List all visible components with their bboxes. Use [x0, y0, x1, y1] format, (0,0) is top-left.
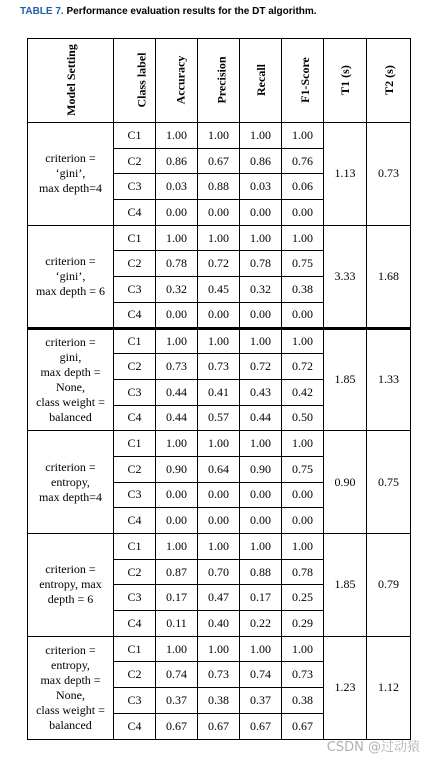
precision-cell: 0.88 [198, 174, 240, 200]
model-setting-line: criterion = [45, 334, 96, 349]
precision-cell: 1.00 [198, 225, 240, 251]
model-setting-line: gini, [59, 349, 82, 364]
recall-cell: 1.00 [240, 534, 282, 560]
model-setting-line: criterion = [45, 253, 96, 268]
t2-time-cell: 0.75 [367, 431, 411, 534]
class-label-cell: C4 [114, 508, 156, 534]
header-accuracy [156, 39, 198, 123]
class-label-cell: C3 [114, 482, 156, 508]
precision-cell: 0.00 [198, 200, 240, 226]
precision-cell: 0.73 [198, 354, 240, 380]
f1-score-cell: 0.00 [282, 200, 324, 226]
header-label: F1-Score [297, 57, 312, 103]
accuracy-cell: 0.74 [156, 662, 198, 688]
header-f1-score [282, 39, 324, 123]
model-setting-line: balanced [49, 409, 92, 424]
precision-cell: 0.72 [198, 251, 240, 277]
table-row [28, 123, 411, 149]
precision-cell: 0.45 [198, 277, 240, 303]
precision-cell: 1.00 [198, 328, 240, 354]
f1-score-cell: 0.06 [282, 174, 324, 200]
model-setting-line: balanced [49, 717, 92, 732]
model-setting-line: max depth = [40, 364, 101, 379]
model-setting-line: max depth=4 [38, 489, 103, 504]
header-class-label [114, 39, 156, 123]
t1-time-cell: 3.33 [324, 225, 367, 328]
setting-group [28, 431, 411, 534]
f1-score-cell: 0.50 [282, 405, 324, 431]
model-setting-cell [28, 225, 114, 328]
class-label-cell: C4 [114, 611, 156, 637]
class-label-cell: C3 [114, 688, 156, 714]
class-label-cell: C3 [114, 585, 156, 611]
model-setting-line: criterion = [45, 151, 96, 166]
header-label: Model Setting [63, 44, 78, 116]
accuracy-cell: 0.78 [156, 251, 198, 277]
header-label: Precision [214, 56, 229, 104]
table-row [28, 431, 411, 457]
f1-score-cell: 0.75 [282, 456, 324, 482]
header-model-setting [28, 39, 114, 123]
f1-score-cell: 0.73 [282, 662, 324, 688]
header-label: T1 (s) [337, 65, 352, 95]
precision-cell: 0.73 [198, 662, 240, 688]
accuracy-cell: 1.00 [156, 123, 198, 149]
model-setting-line: max depth = 6 [35, 283, 106, 298]
model-setting-line: criterion = [45, 459, 96, 474]
recall-cell: 1.00 [240, 328, 282, 354]
f1-score-cell: 1.00 [282, 328, 324, 354]
precision-cell: 0.47 [198, 585, 240, 611]
f1-score-cell: 1.00 [282, 123, 324, 149]
class-label-cell: C4 [114, 200, 156, 226]
class-label-cell: C1 [114, 431, 156, 457]
model-setting-line: max depth=4 [38, 181, 103, 196]
header-t2 [367, 39, 411, 123]
f1-score-cell: 1.00 [282, 636, 324, 662]
accuracy-cell: 1.00 [156, 431, 198, 457]
class-label-cell: C1 [114, 225, 156, 251]
model-setting-line: entropy, [51, 474, 90, 489]
class-label-cell: C3 [114, 379, 156, 405]
model-setting-cell [28, 328, 114, 431]
accuracy-cell: 0.00 [156, 200, 198, 226]
model-setting-cell [28, 431, 114, 534]
header-recall [240, 39, 282, 123]
header-label: Accuracy [173, 55, 188, 105]
class-label-cell: C2 [114, 251, 156, 277]
f1-score-cell: 0.25 [282, 585, 324, 611]
recall-cell: 1.00 [240, 636, 282, 662]
class-label-cell: C3 [114, 174, 156, 200]
precision-cell: 0.40 [198, 611, 240, 637]
precision-cell: 0.67 [198, 713, 240, 739]
recall-cell: 0.37 [240, 688, 282, 714]
recall-cell: 0.00 [240, 200, 282, 226]
class-label-cell: C2 [114, 456, 156, 482]
model-setting-line: depth = 6 [47, 592, 94, 607]
precision-cell: 0.41 [198, 379, 240, 405]
f1-score-cell: 0.38 [282, 277, 324, 303]
accuracy-cell: 0.17 [156, 585, 198, 611]
class-label-cell: C2 [114, 662, 156, 688]
class-label-cell: C2 [114, 148, 156, 174]
precision-cell: 0.64 [198, 456, 240, 482]
f1-score-cell: 0.00 [282, 302, 324, 328]
model-setting-line: max depth = [40, 672, 101, 687]
model-setting-line: class weight = [36, 702, 105, 717]
table-row [28, 534, 411, 560]
setting-group [28, 328, 411, 431]
accuracy-cell: 0.67 [156, 713, 198, 739]
f1-score-cell: 0.00 [282, 508, 324, 534]
recall-cell: 0.22 [240, 611, 282, 637]
header-t1 [324, 39, 367, 123]
class-label-cell: C4 [114, 405, 156, 431]
setting-group [28, 636, 411, 739]
recall-cell: 0.86 [240, 148, 282, 174]
table-row [28, 225, 411, 251]
accuracy-cell: 0.00 [156, 302, 198, 328]
recall-cell: 0.67 [240, 713, 282, 739]
accuracy-cell: 1.00 [156, 636, 198, 662]
precision-cell: 1.00 [198, 534, 240, 560]
recall-cell: 0.74 [240, 662, 282, 688]
t1-time-cell: 1.85 [324, 534, 367, 637]
recall-cell: 1.00 [240, 431, 282, 457]
f1-score-cell: 1.00 [282, 225, 324, 251]
header-row [28, 39, 411, 123]
recall-cell: 0.90 [240, 456, 282, 482]
precision-cell: 0.57 [198, 405, 240, 431]
header-label: Recall [253, 64, 268, 96]
header-label: Class label [134, 52, 149, 108]
f1-score-cell: 0.42 [282, 379, 324, 405]
f1-score-cell: 0.29 [282, 611, 324, 637]
header-label: T2 (s) [381, 65, 396, 95]
results-table [27, 38, 411, 740]
model-setting-cell [28, 123, 114, 226]
recall-cell: 0.17 [240, 585, 282, 611]
accuracy-cell: 0.44 [156, 405, 198, 431]
recall-cell: 0.00 [240, 508, 282, 534]
recall-cell: 0.43 [240, 379, 282, 405]
t1-time-cell: 1.85 [324, 328, 367, 431]
f1-score-cell: 0.78 [282, 559, 324, 585]
t1-time-cell: 0.90 [324, 431, 367, 534]
model-setting-line: criterion = [45, 642, 96, 657]
accuracy-cell: 0.87 [156, 559, 198, 585]
model-setting-line: entropy, max [39, 577, 102, 592]
model-setting-line: ‘gini’, [55, 166, 86, 181]
setting-group [28, 534, 411, 637]
recall-cell: 1.00 [240, 225, 282, 251]
f1-score-cell: 0.75 [282, 251, 324, 277]
setting-group [28, 225, 411, 328]
precision-cell: 1.00 [198, 636, 240, 662]
precision-cell: 0.00 [198, 508, 240, 534]
f1-score-cell: 0.38 [282, 688, 324, 714]
class-label-cell: C1 [114, 328, 156, 354]
setting-group [28, 123, 411, 226]
t2-time-cell: 1.33 [367, 328, 411, 431]
model-setting-line: None, [56, 687, 85, 702]
class-label-cell: C2 [114, 559, 156, 585]
f1-score-cell: 0.67 [282, 713, 324, 739]
t2-time-cell: 0.73 [367, 123, 411, 226]
t2-time-cell: 0.79 [367, 534, 411, 637]
class-label-cell: C2 [114, 354, 156, 380]
accuracy-cell: 1.00 [156, 534, 198, 560]
accuracy-cell: 0.00 [156, 482, 198, 508]
class-label-cell: C1 [114, 534, 156, 560]
precision-cell: 0.00 [198, 302, 240, 328]
precision-cell: 0.67 [198, 148, 240, 174]
model-setting-line: entropy, [51, 657, 90, 672]
f1-score-cell: 1.00 [282, 431, 324, 457]
model-setting-line: None, [56, 379, 85, 394]
recall-cell: 0.44 [240, 405, 282, 431]
accuracy-cell: 0.03 [156, 174, 198, 200]
table-row [28, 636, 411, 662]
f1-score-cell: 1.00 [282, 534, 324, 560]
accuracy-cell: 0.32 [156, 277, 198, 303]
t2-time-cell: 1.12 [367, 636, 411, 739]
recall-cell: 0.88 [240, 559, 282, 585]
model-setting-cell [28, 534, 114, 637]
model-setting-line: criterion = [45, 562, 96, 577]
class-label-cell: C4 [114, 713, 156, 739]
recall-cell: 0.00 [240, 482, 282, 508]
recall-cell: 0.32 [240, 277, 282, 303]
f1-score-cell: 0.72 [282, 354, 324, 380]
accuracy-cell: 0.11 [156, 611, 198, 637]
f1-score-cell: 0.76 [282, 148, 324, 174]
precision-cell: 1.00 [198, 431, 240, 457]
class-label-cell: C4 [114, 302, 156, 328]
accuracy-cell: 0.37 [156, 688, 198, 714]
recall-cell: 0.03 [240, 174, 282, 200]
model-setting-line: ‘gini’, [55, 268, 86, 283]
recall-cell: 0.78 [240, 251, 282, 277]
csdn-watermark: CSDN @过动猿 [326, 740, 420, 755]
precision-cell: 0.70 [198, 559, 240, 585]
accuracy-cell: 1.00 [156, 225, 198, 251]
class-label-cell: C1 [114, 123, 156, 149]
accuracy-cell: 0.44 [156, 379, 198, 405]
t2-time-cell: 1.68 [367, 225, 411, 328]
accuracy-cell: 0.00 [156, 508, 198, 534]
model-setting-line: class weight = [36, 394, 105, 409]
recall-cell: 0.00 [240, 302, 282, 328]
accuracy-cell: 0.86 [156, 148, 198, 174]
class-label-cell: C3 [114, 277, 156, 303]
precision-cell: 0.00 [198, 482, 240, 508]
t1-time-cell: 1.13 [324, 123, 367, 226]
accuracy-cell: 1.00 [156, 328, 198, 354]
table-row [28, 328, 411, 354]
precision-cell: 0.38 [198, 688, 240, 714]
model-setting-cell [28, 636, 114, 739]
table-title: Performance evaluation results for the DT algorithm. [66, 6, 317, 17]
precision-cell: 1.00 [198, 123, 240, 149]
class-label-cell: C1 [114, 636, 156, 662]
accuracy-cell: 0.73 [156, 354, 198, 380]
recall-cell: 1.00 [240, 123, 282, 149]
recall-cell: 0.72 [240, 354, 282, 380]
accuracy-cell: 0.90 [156, 456, 198, 482]
f1-score-cell: 0.00 [282, 482, 324, 508]
table-number: TABLE 7. [20, 6, 64, 17]
header-precision [198, 39, 240, 123]
t1-time-cell: 1.23 [324, 636, 367, 739]
table-caption [20, 5, 430, 19]
